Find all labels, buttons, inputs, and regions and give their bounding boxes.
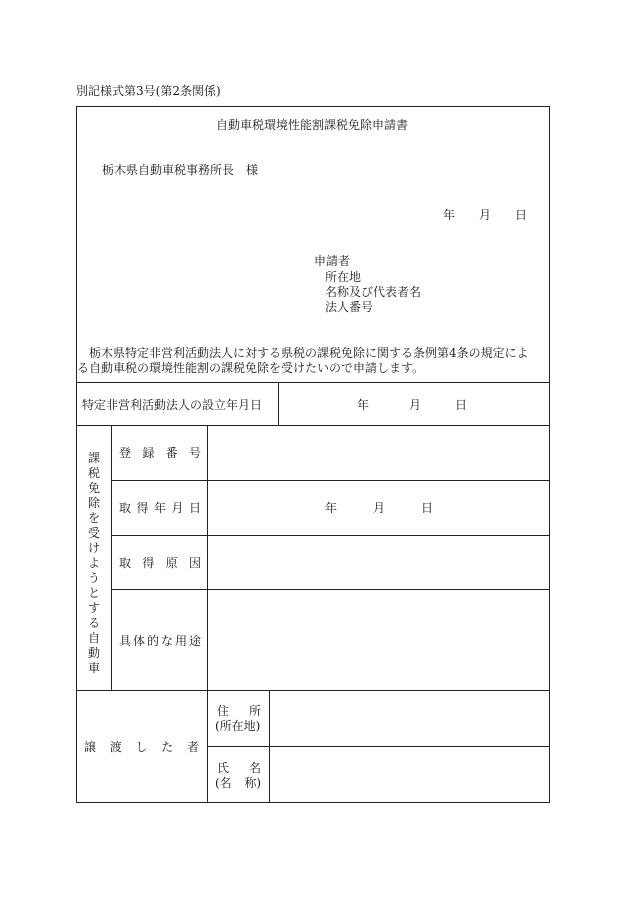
row-divider [76,690,550,691]
applicant-label: 申請者 [314,254,351,268]
statement-line-1: 栃木県特定非営利活動法人に対する県税の課税免除に関する条例第4条の規定によ [89,346,529,360]
establishment-day: 日 [455,398,468,412]
row-divider [207,746,550,747]
row-divider [111,589,550,590]
applicant-corp-number-label: 法人番号 [325,300,374,314]
outer-border-bottom [76,802,550,803]
transferor-address-label: 住 所 [217,704,261,718]
row-divider [111,535,550,536]
registration-number-label: 登 録 番 号 [119,446,201,460]
form-number-label: 別記様式第3号(第2条関係) [76,84,221,98]
col-divider [278,382,279,426]
date-year-label: 年 [443,208,456,222]
establishment-month: 月 [409,398,422,412]
transferor-address-sublabel: (所在地) [215,719,261,733]
date-day-label: 日 [515,208,528,222]
form-title: 自動車税環境性能割課税免除申請書 [216,118,409,132]
establishment-date-label: 特定非営利活動法人の設立年月日 [82,398,263,412]
outer-border-left [76,106,77,803]
addressee: 栃木県自動車税事務所長 様 [102,163,259,177]
vehicle-group-label: 課 税 免 除 を 受 け よ う と す る 自 動 車 [87,451,100,675]
acquisition-date-label: 取 得 年 月 日 [119,501,201,515]
applicant-address-label: 所在地 [325,270,362,284]
applicant-name-label: 名称及び代表者名 [325,285,422,299]
acquisition-reason-label: 取 得 原 因 [119,556,201,570]
date-month-label: 月 [479,208,492,222]
transferor-label: 譲 渡 し た 者 [84,740,199,754]
row-divider [76,425,550,426]
col-divider [207,425,208,691]
statement-line-2: る自動車税の環境性能割の課税免除を受けたいので申請します。 [77,361,425,375]
acquisition-day: 日 [421,501,434,515]
row-divider [76,382,550,383]
specific-purpose-label: 具体的な用途 [119,634,204,648]
transferor-name-label: 氏 名 [217,761,261,775]
row-divider [111,480,550,481]
outer-border-right [549,106,550,803]
establishment-year: 年 [357,398,370,412]
col-divider [111,425,112,691]
transferor-name-sublabel: (名 称) [215,776,261,790]
acquisition-month: 月 [373,501,386,515]
acquisition-year: 年 [325,501,338,515]
outer-border-top [76,106,550,107]
